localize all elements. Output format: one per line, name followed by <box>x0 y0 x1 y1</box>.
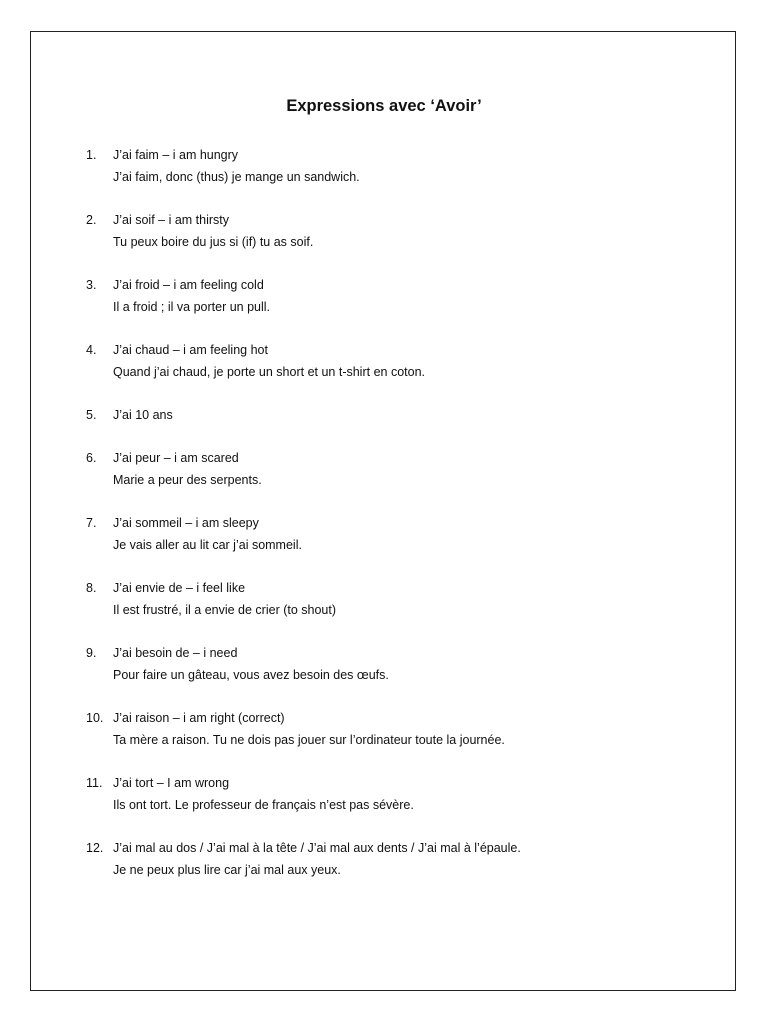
item-number: 6. <box>86 451 97 465</box>
item-number: 3. <box>86 278 97 292</box>
expression-list <box>0 144 768 881</box>
item-example: Je vais aller au lit car j’ai sommeil. <box>113 538 302 552</box>
list-item <box>0 404 768 426</box>
list-item <box>0 447 768 491</box>
item-number: 10. <box>86 711 104 725</box>
item-number: 9. <box>86 646 97 660</box>
list-item <box>0 512 768 556</box>
item-example: J’ai faim, donc (thus) je mange un sandwich. <box>113 170 360 184</box>
item-number: 4. <box>86 343 97 357</box>
list-item <box>0 772 768 816</box>
item-expression: J’ai peur – i am scared <box>113 451 239 465</box>
item-example: Tu peux boire du jus si (if) tu as soif. <box>113 235 314 249</box>
item-expression: J’ai faim – i am hungry <box>113 148 239 162</box>
list-item <box>0 339 768 383</box>
item-expression: J’ai tort – I am wrong <box>113 776 230 790</box>
item-number: 5. <box>86 408 97 422</box>
list-item <box>0 577 768 621</box>
list-item <box>0 274 768 318</box>
item-expression: J’ai envie de – i feel like <box>113 581 246 595</box>
item-example: Pour faire un gâteau, vous avez besoin des œufs. <box>113 668 389 682</box>
document-title: Expressions avec ‘Avoir’ <box>286 97 482 115</box>
item-number: 11. <box>86 776 103 790</box>
item-number: 12. <box>86 841 104 855</box>
item-number: 7. <box>86 516 97 530</box>
list-item <box>0 837 768 881</box>
item-example: Il a froid ; il va porter un pull. <box>113 300 271 314</box>
item-number: 8. <box>86 581 97 595</box>
item-number: 1. <box>86 148 97 162</box>
item-expression: J’ai sommeil – i am sleepy <box>113 516 259 530</box>
item-number: 2. <box>86 213 97 227</box>
item-example: Ta mère a raison. Tu ne dois pas jouer sur l’ordinateur toute la journée. <box>113 733 505 747</box>
item-example: Il est frustré, il a envie de crier (to shout) <box>113 603 337 617</box>
item-example: Quand j’ai chaud, je porte un short et un t-shirt en coton. <box>113 365 425 379</box>
item-expression: J’ai 10 ans <box>113 408 173 422</box>
list-item <box>0 642 768 686</box>
list-item <box>0 707 768 751</box>
list-item <box>0 209 768 253</box>
item-expression: J’ai froid – i am feeling cold <box>113 278 264 292</box>
item-expression: J’ai besoin de – i need <box>113 646 238 660</box>
item-example: Je ne peux plus lire car j’ai mal aux yeux. <box>113 863 341 877</box>
item-example: Marie a peur des serpents. <box>113 473 262 487</box>
list-item <box>0 144 768 188</box>
item-expression: J’ai chaud – i am feeling hot <box>113 343 268 357</box>
item-expression: J’ai soif – i am thirsty <box>113 213 230 227</box>
item-expression: J’ai raison – i am right (correct) <box>113 711 285 725</box>
item-example: Ils ont tort. Le professeur de français n’est pas sévère. <box>113 798 414 812</box>
item-expression: J’ai mal au dos / J’ai mal à la tête / J’ai mal aux dents / J’ai mal à l’épaule. <box>113 841 521 855</box>
